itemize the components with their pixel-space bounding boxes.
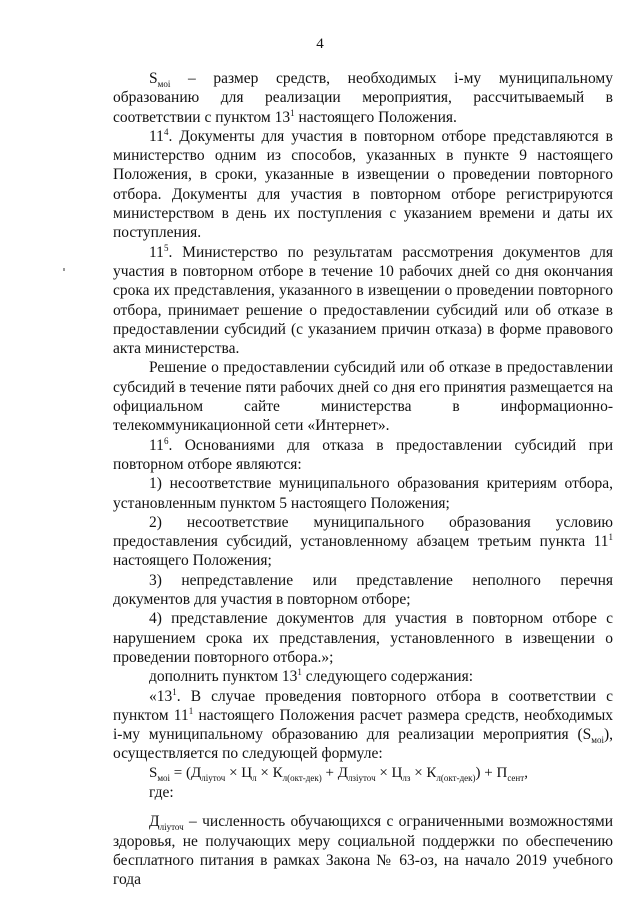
formula-subscript: моі [157,772,171,783]
symbol: Д [149,813,160,831]
superscript: 1 [608,531,613,542]
paragraph-smoi-definition [113,69,613,127]
superscript: 1 [297,667,302,678]
paragraph-text-tail: ), осуществляется по следующей формуле: [113,726,613,763]
paragraph-text-tail: следующего содержания: [301,668,474,686]
clause-number: 11 [149,436,164,454]
formula-part: , [524,764,528,781]
formula-subscript: л(окт-дек) [282,772,322,783]
formula-subscript: ліуточ [201,772,226,783]
formula-part: × Ц [375,764,403,781]
definition-d-liutoch [113,812,613,889]
paragraph-text: . Основаниями для отказа в предоставлении субсидий при повторном отборе являются: [113,436,613,473]
clause-number: 11 [149,243,164,261]
superscript: 1 [290,107,295,118]
formula-subscript: лз [402,772,411,783]
paragraph-clause-13-1 [113,687,613,764]
formula-subscript: л [252,772,257,783]
paragraph-text-tail: настоящего Положения; [113,552,272,570]
paragraph-text: 2) несоответствие муниципального образования условию предоставления субсидий, установленному абзацем третьим пункта 11 [113,513,613,551]
paragraph-text: – численность обучающихся с ограниченными возможностями здоровья, не получающих меру социальной поддержки по обеспечению бесплатного питания в рамках Закона № 63-оз, на начало 2019 учебного года [113,813,613,889]
paragraph-text-mid: настоящего Положения расчет размера средств, необходимых і-му муниципальному образованию для реализации мероприятия (S [113,706,613,744]
symbol-subscript: моі [157,79,171,90]
formula-part: S [149,764,158,781]
list-item-4: 4) представление документов для участия в повторном отборе с нарушением срока их представления, установленного в извещении о проведении повторного отбора.»; [113,610,613,666]
paragraph-decision-publication: Решение о предоставлении субсидий или об отказе в предоставлении субсидий в течение пяти рабочих дней со дня его принятия размещается на официальном сайте министерства в информационно-телекоммуникационной сети «Интернет». [113,359,613,435]
list-item-1: 1) несоответствие муниципального образования критериям отбора, установленным пунктом 5 настоящего Положения; [113,475,613,512]
formula-part: + Д [321,764,348,781]
clause-superscript: 4 [163,126,169,137]
formula-part: × Ц [225,764,253,781]
scan-artifact [63,268,65,271]
paragraph-text-tail: настоящего Положения. [294,108,457,126]
clause-number: 11 [149,127,164,145]
paragraph-text: . Документы для участия в повторном отборе представляются в министерство одним из способов, указанных в пункте 9 настоящего Положения, в сроки, указанные в извещении о проведении повторного отбора. Документы для участия в повторном отборе регистрируются министерством в день их поступления с указанием времени и даты их поступления. [113,127,613,242]
paragraph-text: . В случае проведения повторного отбора в соответствии с пунктом 11 [113,687,613,724]
clause-number: «13 [149,687,173,705]
formula [113,764,613,783]
paragraph-text: . Министерство по результатам рассмотрения документов для участия в повторном отборе в течение 10 рабочих дней со дня окончания срока их представления, указанного в извещении о проведении повторного отбора, принимает решение о предоставлении субсидий или об отказе в предоставлении субсидий (с указанием причин отказа) в форме правового акта министерства. [113,243,613,358]
list-item-2 [113,513,613,571]
paragraph-clause-11-5 [113,243,613,359]
paragraph-clause-11-6 [113,436,613,475]
superscript: 1 [188,705,194,716]
document-body [113,69,613,889]
symbol-subscript: ліуточ [159,822,184,833]
clause-superscript: 6 [163,435,169,446]
subscript: моі [591,735,604,746]
page-number: 4 [316,36,324,52]
formula-part: × К [256,764,283,781]
formula-subscript: л(окт-дек) [436,772,476,783]
paragraph-text: дополнить пунктом 13 [149,668,298,686]
list-item-3: 3) непредставление или представление неполного перечня документов для участия в повторном отборе; [113,571,613,609]
paragraph-clause-11-4 [113,127,613,243]
symbol: S [149,70,158,87]
formula-part: = (Д [170,764,202,781]
paragraph-text: – размер средств, необходимых і-му муниципальному образованию для реализации мероприятия, рассчитываемый в соответствии с пунктом 13 [113,70,613,126]
formula-part: ) + П [475,764,508,781]
formula-part: × К [410,764,437,781]
paragraph-add-clause [113,667,613,686]
clause-superscript: 5 [163,242,169,253]
formula-subscript: лзіуточ [347,772,376,783]
formula-subscript: сент [507,772,525,783]
where-label: где: [149,783,174,801]
clause-superscript: 1 [172,686,177,697]
